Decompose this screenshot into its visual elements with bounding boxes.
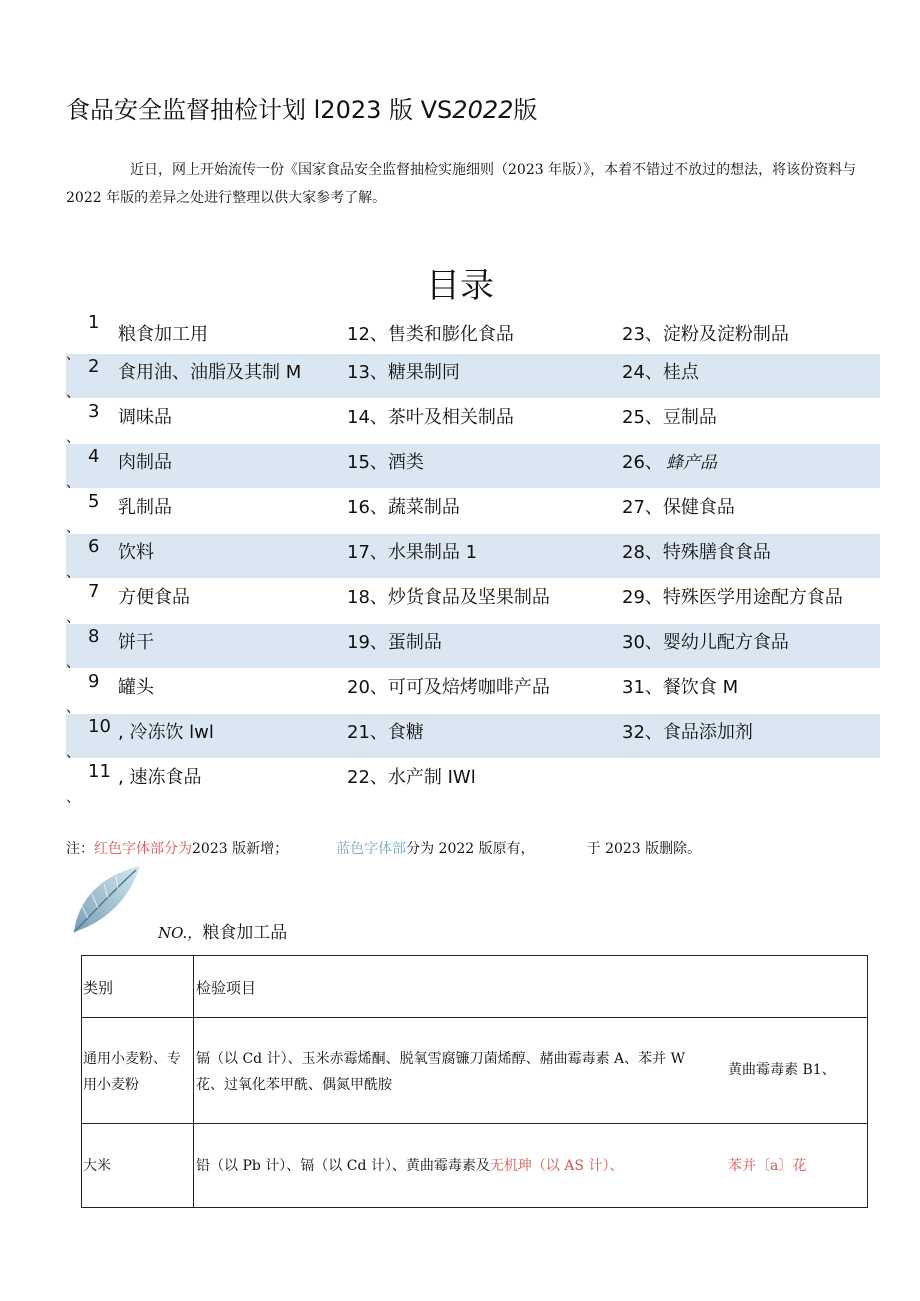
toc-entry[interactable]: , 速冻食品 — [118, 767, 202, 788]
toc-number: 10 — [88, 716, 111, 737]
toc-entry[interactable]: 方便食品 — [118, 587, 190, 608]
toc-entry[interactable]: 23、淀粉及淀粉制品 — [622, 324, 789, 345]
toc-entry[interactable]: 乳制品 — [118, 497, 172, 518]
intro-paragraph: 近日，网上开始流传一份《国家食品安全监督抽检实施细则（2023 年版）》，本着不错过不放过的想法，将该份资料与 2022 年版的差异之处进行整理以供大家参考了解。 — [66, 162, 857, 206]
toc-entry[interactable]: 17、水果制品 1 — [347, 542, 478, 563]
note-after-blue: 分为 2022 版原有， — [406, 841, 535, 857]
toc-separator: 、 — [66, 385, 80, 401]
toc-band — [66, 444, 880, 488]
row2-items-red: 无机珅（以 AS 计）、 — [489, 1158, 624, 1174]
row2-extra: 苯并〔a〕花 — [728, 1158, 807, 1174]
toc-entry[interactable]: 粮食加工用 — [118, 324, 208, 345]
toc-separator: 、 — [66, 565, 80, 581]
note-prefix: 注： — [66, 841, 94, 857]
feather-icon — [68, 862, 144, 938]
toc-entry[interactable]: 食用油、油脂及其制 M — [118, 362, 302, 383]
toc-entry[interactable]: 22、水产制 IWl — [347, 767, 476, 788]
toc-number: 8 — [88, 626, 100, 647]
row2-category: 大米 — [83, 1158, 111, 1174]
table-divider — [81, 1017, 868, 1018]
row1-items: 镉（以 Cd 计）、玉米赤霉烯酮、脱氧雪腐镰刀菌烯醇、赭曲霉毒素 A、苯并 W 花、过氧化苯甲酰、偶氮甲酰胺 — [196, 1051, 685, 1093]
toc-separator: 、 — [66, 347, 80, 363]
toc-entry[interactable]: 罐头 — [118, 677, 154, 698]
toc-entry[interactable]: 饼干 — [118, 632, 154, 653]
section-number: NO.， — [158, 924, 203, 942]
toc-entry[interactable]: , 冷冻饮 lwl — [118, 722, 214, 743]
toc-entry[interactable]: 29、特殊医学用途配方食品 — [622, 587, 843, 608]
toc-number: 11 — [88, 761, 111, 782]
row2-items-text: 铅（以 Pb 计）、镉（以 Cd 计）、黄曲霉毒素及 — [196, 1158, 490, 1174]
toc-number: 4 — [88, 446, 100, 467]
legend-note — [66, 838, 701, 858]
section-heading — [158, 918, 287, 943]
toc-entry[interactable]: 调味品 — [118, 407, 172, 428]
toc-separator: 、 — [66, 430, 80, 446]
title-italic-year: 2022 — [452, 96, 514, 124]
toc-number: 9 — [88, 671, 100, 692]
note-blue-text: 蓝色字体部 — [336, 841, 407, 857]
header-items: 检验项目 — [196, 979, 257, 997]
toc-entry[interactable]: 14、茶叶及相关制品 — [347, 407, 514, 428]
toc-entry-italic[interactable]: 蜂产品 — [666, 453, 717, 473]
toc-entry[interactable]: 24、桂点 — [622, 362, 699, 383]
toc-entry[interactable]: 饮料 — [118, 542, 154, 563]
toc-entry[interactable]: 19、蛋制品 — [347, 632, 442, 653]
toc-entry[interactable]: 21、食糖 — [347, 722, 424, 743]
toc-entry[interactable]: 30、婴幼儿配方食品 — [622, 632, 789, 653]
toc-separator: 、 — [66, 700, 80, 716]
toc-entry[interactable]: 28、特殊膳食食品 — [622, 542, 771, 563]
row1-category: 通用小麦粉、专用小麦粉 — [83, 1051, 181, 1093]
note-tail: 于 2023 版删除。 — [586, 841, 702, 857]
toc-entry[interactable]: 25、豆制品 — [622, 407, 717, 428]
toc-number: 6 — [88, 536, 100, 557]
toc-separator: 、 — [66, 745, 80, 761]
toc-separator: 、 — [66, 790, 80, 806]
toc-separator: 、 — [66, 475, 80, 491]
toc-entry[interactable]: 15、酒类 — [347, 452, 424, 473]
toc-separator: 、 — [66, 655, 80, 671]
note-red-text: 红色字体部分为 — [94, 841, 192, 857]
row2-items — [196, 1153, 623, 1179]
title-main: 食品安全监督抽检计划 l2023 版 VS — [66, 96, 453, 124]
table-divider — [81, 1123, 868, 1124]
page-title — [66, 90, 537, 125]
title-suffix: 版 — [513, 96, 538, 124]
section-title: 粮食加工品 — [202, 923, 288, 943]
toc-entry[interactable]: 16、蔬菜制品 — [347, 497, 460, 518]
toc-entry[interactable]: 肉制品 — [118, 452, 172, 473]
toc-separator: 、 — [66, 610, 80, 626]
toc-number: 7 — [88, 581, 100, 602]
note-after-red: 2023 版新增； — [192, 841, 289, 857]
row1-extra: 黄曲霉毒素 B1、 — [728, 1062, 836, 1078]
toc-entry[interactable]: 18、炒货食品及坚果制品 — [347, 587, 550, 608]
header-category: 类别 — [83, 979, 114, 997]
toc-heading: 目录 — [426, 266, 494, 306]
toc-number: 5 — [88, 491, 100, 512]
toc-entry[interactable]: 20、可可及焙烤咖啡产品 — [347, 677, 550, 698]
toc-entry[interactable]: 12、售类和膨化食品 — [347, 324, 514, 345]
toc-entry[interactable]: 26、 — [622, 452, 663, 473]
toc-entry[interactable]: 31、餐饮食 M — [622, 677, 739, 698]
toc-entry[interactable]: 13、糖果制同 — [347, 362, 460, 383]
toc-entry[interactable]: 32、食品添加剂 — [622, 722, 753, 743]
table-column-divider — [193, 955, 194, 1208]
toc-entry[interactable]: 27、保健食品 — [622, 497, 735, 518]
toc-number: 1 — [88, 312, 100, 333]
toc-number: 2 — [88, 356, 100, 377]
toc-separator: 、 — [66, 520, 80, 536]
toc-number: 3 — [88, 401, 100, 422]
